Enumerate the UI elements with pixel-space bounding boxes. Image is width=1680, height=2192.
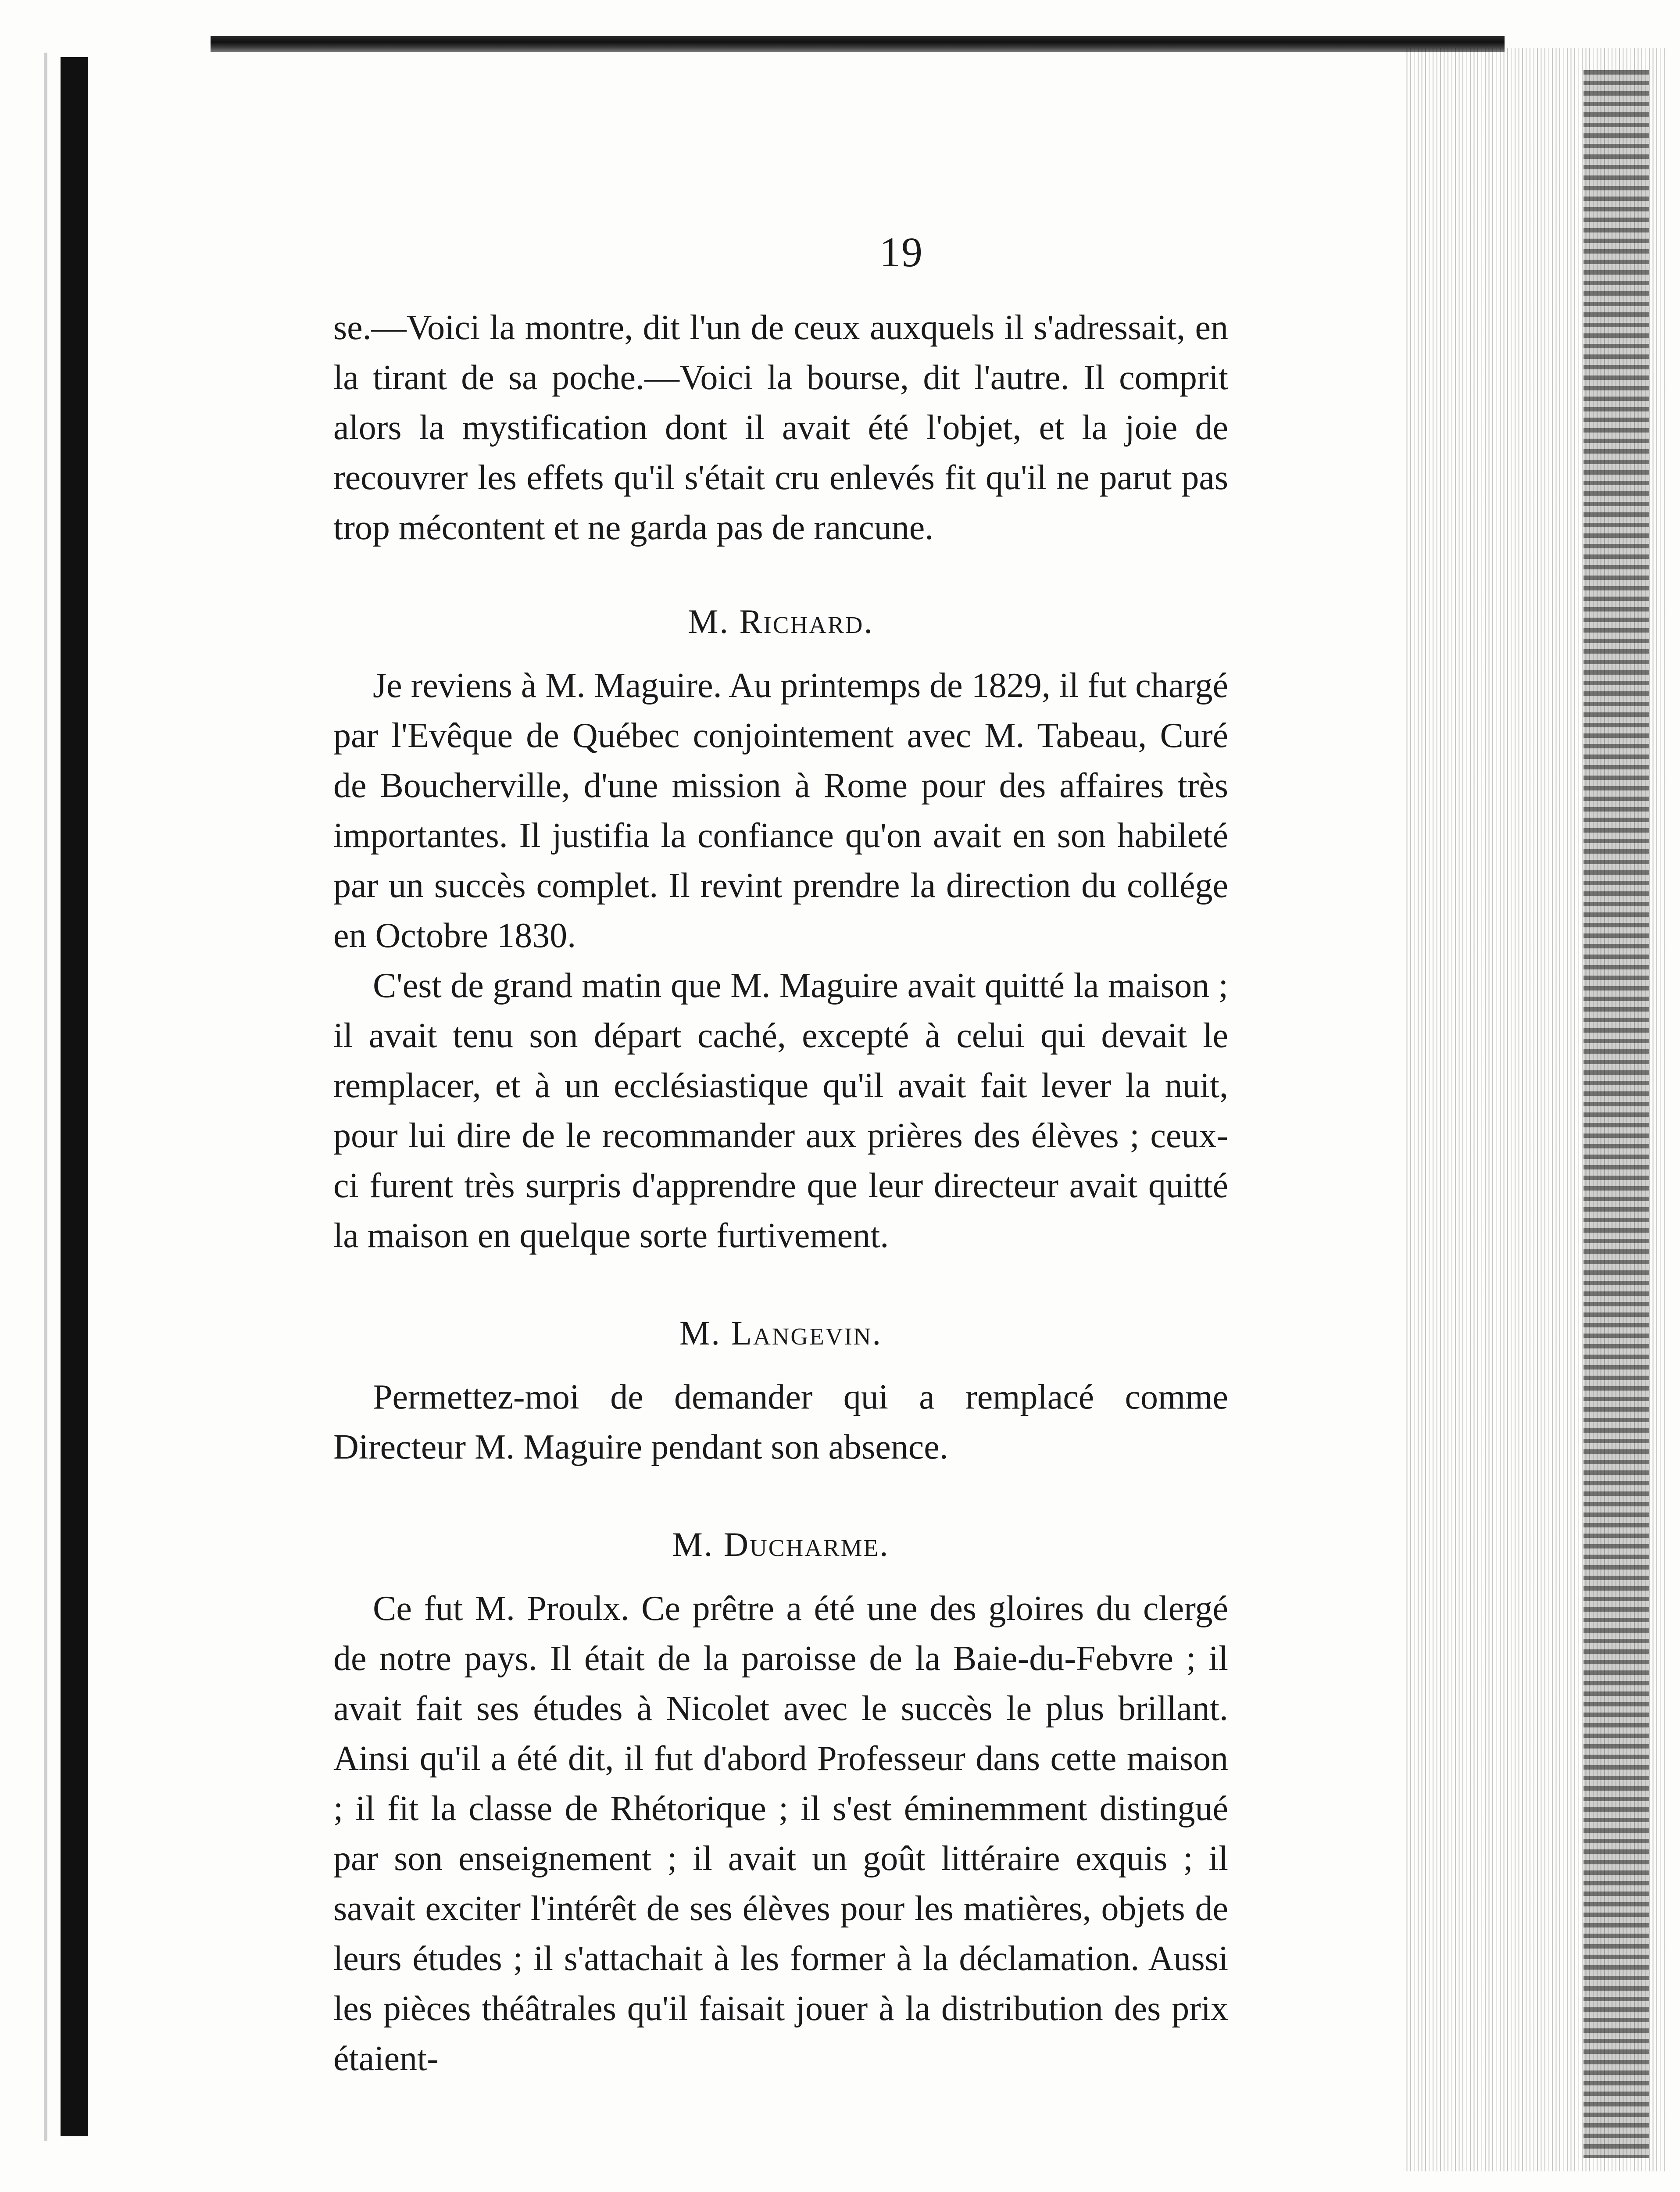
speaker-heading-langevin	[333, 1308, 1228, 1358]
scan-page-stack-right	[1583, 70, 1649, 2158]
scan-top-edge	[211, 36, 1505, 52]
speaker-name: M. Ducharme.	[672, 1525, 890, 1563]
page-body	[333, 303, 1228, 2084]
body-paragraph-3: C'est de grand matin que M. Maguire avait quitté la maison ; il avait tenu son départ caché, excepté à celui qui devait le remplacer, et à un ecclésiastique qu'il avait fait lever la nuit, pour lui dire de le recommander aux prières des élèves ; ceux-ci furent très surpris d'apprendre que leur directeur avait quitté la maison en quelque sorte furtivement.	[333, 966, 1228, 1255]
speaker-name: M. Richard.	[688, 602, 874, 640]
speaker-name: M. Langevin.	[679, 1314, 882, 1352]
speaker-heading-ducharme	[333, 1520, 1228, 1570]
body-paragraph-4: Permettez-moi de demander qui a remplacé comme Directeur M. Maguire pendant son absence.	[333, 1378, 1228, 1466]
body-paragraph-1: se.—Voici la montre, dit l'un de ceux auxquels il s'adressait, en la tirant de sa poche.—Voici la bourse, dit l'autre. Il comprit alors la mystification dont il avait été l'objet, et la joie de recouvrer les effets qu'il s'était cru enlevés fit qu'il ne parut pas trop mécontent et ne garda pas de rancune.	[333, 308, 1228, 547]
speaker-heading-richard	[333, 597, 1228, 647]
scan-binding-edge	[61, 57, 88, 2136]
page-number: 19	[879, 229, 923, 275]
body-paragraph-2: Je reviens à M. Maguire. Au printemps de 1829, il fut chargé par l'Evêque de Québec conjointement avec M. Tabeau, Curé de Boucherville, d'une mission à Rome pour des affaires très importantes. Il justifia la confiance qu'on avait en son habileté par un succès complet. Il revint prendre la direction du collége en Octobre 1830.	[333, 666, 1228, 955]
body-paragraph-5: Ce fut M. Proulx. Ce prêtre a été une des gloires du clergé de notre pays. Il était de la paroisse de la Baie-du-Febvre ; il avait fait ses études à Nicolet avec le succès le plus brillant. Ainsi qu'il a été dit, il fut d'abord Professeur dans cette maison ; il fit la classe de Rhétorique ; il s'est éminemment distingué par son enseignement ; il avait un goût littéraire exquis ; il savait exciter l'intérêt de ses élèves pour les matières, objets de leurs études ; il s'attachait à les former à la déclamation. Aussi les pièces théâtrales qu'il faisait jouer à la distribution des prix étaient-	[333, 1589, 1228, 2078]
scan-binding-shadow	[44, 53, 47, 2141]
